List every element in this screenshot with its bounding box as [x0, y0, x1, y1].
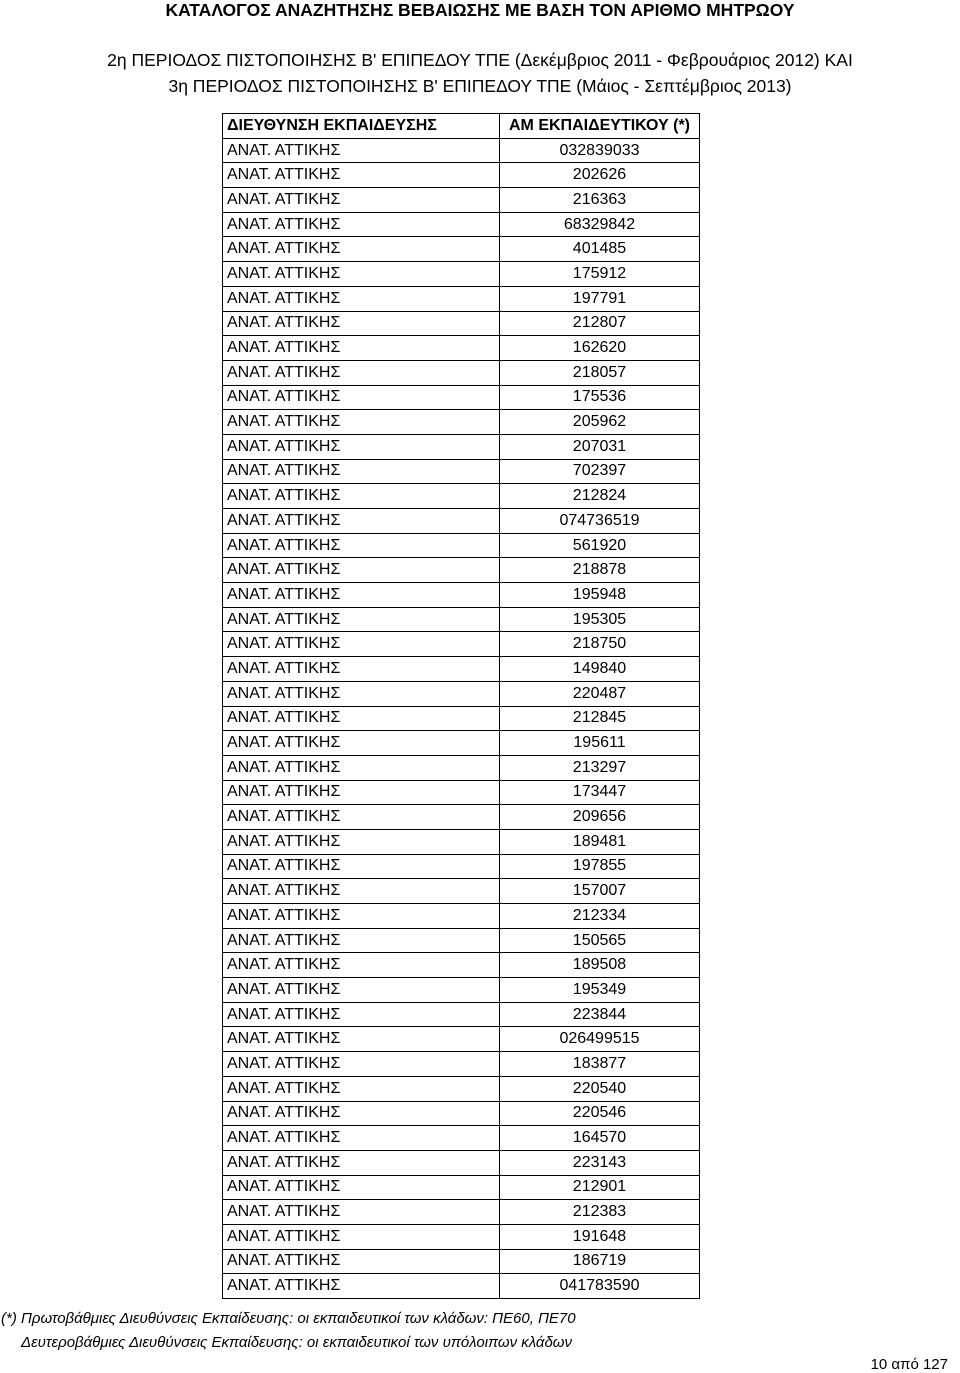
registry-number-cell: 209656: [500, 805, 700, 830]
table-row: [223, 286, 700, 311]
registry-number-cell: 220540: [500, 1076, 700, 1101]
registry-number-cell: 212824: [500, 484, 700, 509]
directorate-cell: ΑΝΑΤ. ΑΤΤΙΚΗΣ: [223, 385, 500, 410]
directorate-cell: ΑΝΑΤ. ΑΤΤΙΚΗΣ: [223, 360, 500, 385]
registry-number-cell: 189481: [500, 829, 700, 854]
table-row: [223, 755, 700, 780]
directorate-cell: ΑΝΑΤ. ΑΤΤΙΚΗΣ: [223, 434, 500, 459]
directorate-cell: ΑΝΑΤ. ΑΤΤΙΚΗΣ: [223, 1076, 500, 1101]
directorate-cell: ΑΝΑΤ. ΑΤΤΙΚΗΣ: [223, 928, 500, 953]
directorate-cell: ΑΝΑΤ. ΑΤΤΙΚΗΣ: [223, 1249, 500, 1274]
table-row: [223, 138, 700, 163]
table-body: [223, 138, 700, 1298]
directorate-cell: ΑΝΑΤ. ΑΤΤΙΚΗΣ: [223, 336, 500, 361]
registry-number-cell: 702397: [500, 459, 700, 484]
table-row: [223, 829, 700, 854]
directorate-cell: ΑΝΑΤ. ΑΤΤΙΚΗΣ: [223, 1052, 500, 1077]
table-row: [223, 1002, 700, 1027]
table-row: [223, 978, 700, 1003]
table-row: [223, 854, 700, 879]
directorate-cell: ΑΝΑΤ. ΑΤΤΙΚΗΣ: [223, 978, 500, 1003]
table-row: [223, 632, 700, 657]
registry-number-cell: 220487: [500, 681, 700, 706]
registry-number-cell: 041783590: [500, 1274, 700, 1299]
directorate-cell: ΑΝΑΤ. ΑΤΤΙΚΗΣ: [223, 1224, 500, 1249]
registry-number-cell: 212383: [500, 1200, 700, 1225]
directorate-cell: ΑΝΑΤ. ΑΤΤΙΚΗΣ: [223, 607, 500, 632]
registry-number-cell: 212334: [500, 904, 700, 929]
registry-number-cell: 213297: [500, 755, 700, 780]
table-row: [223, 1076, 700, 1101]
registry-number-cell: 191648: [500, 1224, 700, 1249]
table-row: [223, 657, 700, 682]
header-directorate: ΔΙΕΥΘΥΝΣΗ ΕΚΠΑΙΔΕΥΣΗΣ: [223, 114, 500, 139]
registry-number-cell: 212901: [500, 1175, 700, 1200]
table-row: [223, 262, 700, 287]
header-registry-number: ΑΜ ΕΚΠΑΙΔΕΥΤΙΚΟΥ (*): [500, 114, 700, 139]
directorate-cell: ΑΝΑΤ. ΑΤΤΙΚΗΣ: [223, 311, 500, 336]
registry-number-cell: 173447: [500, 780, 700, 805]
directorate-cell: ΑΝΑΤ. ΑΤΤΙΚΗΣ: [223, 854, 500, 879]
registry-number-cell: 218878: [500, 558, 700, 583]
registry-number-cell: 175536: [500, 385, 700, 410]
registry-number-cell: 189508: [500, 953, 700, 978]
table-row: [223, 434, 700, 459]
table-row: [223, 780, 700, 805]
table-row: [223, 410, 700, 435]
directorate-cell: ΑΝΑΤ. ΑΤΤΙΚΗΣ: [223, 681, 500, 706]
table-row: [223, 509, 700, 534]
directorate-cell: ΑΝΑΤ. ΑΤΤΙΚΗΣ: [223, 262, 500, 287]
registry-number-cell: 162620: [500, 336, 700, 361]
registry-number-cell: 157007: [500, 879, 700, 904]
registry-number-cell: 561920: [500, 533, 700, 558]
directorate-cell: ΑΝΑΤ. ΑΤΤΙΚΗΣ: [223, 805, 500, 830]
table-row: [223, 336, 700, 361]
registry-number-cell: 401485: [500, 237, 700, 262]
table-row: [223, 928, 700, 953]
table-row: [223, 1101, 700, 1126]
registry-number-cell: 202626: [500, 163, 700, 188]
registry-number-cell: 197855: [500, 854, 700, 879]
table-row: [223, 731, 700, 756]
registry-number-cell: 149840: [500, 657, 700, 682]
table-row: [223, 1126, 700, 1151]
directorate-cell: ΑΝΑΤ. ΑΤΤΙΚΗΣ: [223, 583, 500, 608]
table-row: [223, 558, 700, 583]
registry-number-cell: 195948: [500, 583, 700, 608]
directorate-cell: ΑΝΑΤ. ΑΤΤΙΚΗΣ: [223, 657, 500, 682]
directorate-cell: ΑΝΑΤ. ΑΤΤΙΚΗΣ: [223, 1150, 500, 1175]
registry-number-cell: 195349: [500, 978, 700, 1003]
directorate-cell: ΑΝΑΤ. ΑΤΤΙΚΗΣ: [223, 188, 500, 213]
directorate-cell: ΑΝΑΤ. ΑΤΤΙΚΗΣ: [223, 1175, 500, 1200]
registry-number-cell: 223844: [500, 1002, 700, 1027]
registry-number-cell: 074736519: [500, 509, 700, 534]
table-row: [223, 1175, 700, 1200]
directorate-cell: ΑΝΑΤ. ΑΤΤΙΚΗΣ: [223, 558, 500, 583]
table-row: [223, 459, 700, 484]
directorate-cell: ΑΝΑΤ. ΑΤΤΙΚΗΣ: [223, 410, 500, 435]
table-row: [223, 1249, 700, 1274]
table-row: [223, 904, 700, 929]
directorate-cell: ΑΝΑΤ. ΑΤΤΙΚΗΣ: [223, 533, 500, 558]
table-row: [223, 385, 700, 410]
directorate-cell: ΑΝΑΤ. ΑΤΤΙΚΗΣ: [223, 904, 500, 929]
directorate-cell: ΑΝΑΤ. ΑΤΤΙΚΗΣ: [223, 484, 500, 509]
page-number: 10 από 127: [870, 1356, 948, 1373]
certificate-table: [222, 113, 700, 1299]
directorate-cell: ΑΝΑΤ. ΑΤΤΙΚΗΣ: [223, 286, 500, 311]
registry-number-cell: 68329842: [500, 212, 700, 237]
registry-number-cell: 183877: [500, 1052, 700, 1077]
registry-number-cell: 216363: [500, 188, 700, 213]
subtitle-line-1: 2η ΠΕΡΙΟΔΟΣ ΠΙΣΤΟΠΟΙΗΣΗΣ Β' ΕΠΙΠΕΔΟΥ ΤΠΕ (Δεκέμβριος 2011 - Φεβρουάριος 2012) ΚΑΙ: [107, 50, 853, 70]
directorate-cell: ΑΝΑΤ. ΑΤΤΙΚΗΣ: [223, 1126, 500, 1151]
table-row: [223, 188, 700, 213]
table-row: [223, 484, 700, 509]
subtitle-line-2: 3η ΠΕΡΙΟΔΟΣ ΠΙΣΤΟΠΟΙΗΣΗΣ Β' ΕΠΙΠΕΔΟΥ ΤΠΕ (Μάιος - Σεπτέμβριος 2013): [168, 76, 792, 96]
directorate-cell: ΑΝΑΤ. ΑΤΤΙΚΗΣ: [223, 953, 500, 978]
table-row: [223, 360, 700, 385]
footnote-secondary: Δευτεροβάθμιες Διευθύνσεις Εκπαίδευσης: οι εκπαιδευτικοί των υπόλοιπων κλάδων: [21, 1334, 572, 1351]
registry-number-cell: 207031: [500, 434, 700, 459]
directorate-cell: ΑΝΑΤ. ΑΤΤΙΚΗΣ: [223, 780, 500, 805]
directorate-cell: ΑΝΑΤ. ΑΤΤΙΚΗΣ: [223, 509, 500, 534]
page-title: ΚΑΤΑΛΟΓΟΣ ΑΝΑΖΗΤΗΣΗΣ ΒΕΒΑΙΩΣΗΣ ΜΕ ΒΑΣΗ ΤΟΝ ΑΡΙΘΜΟ ΜΗΤΡΩΟΥ: [165, 0, 795, 20]
registry-number-cell: 220546: [500, 1101, 700, 1126]
registry-number-cell: 205962: [500, 410, 700, 435]
table-row: [223, 681, 700, 706]
table-row: [223, 1274, 700, 1299]
footnote-primary: (*) Πρωτοβάθμιες Διευθύνσεις Εκπαίδευσης: οι εκπαιδευτικοί των κλάδων: ΠΕ60, ΠΕ70: [1, 1310, 576, 1327]
registry-number-cell: 150565: [500, 928, 700, 953]
directorate-cell: ΑΝΑΤ. ΑΤΤΙΚΗΣ: [223, 879, 500, 904]
table-row: [223, 706, 700, 731]
table-header-row: [223, 114, 700, 139]
table-row: [223, 533, 700, 558]
registry-number-cell: 197791: [500, 286, 700, 311]
directorate-cell: ΑΝΑΤ. ΑΤΤΙΚΗΣ: [223, 829, 500, 854]
registry-number-cell: 218057: [500, 360, 700, 385]
table-row: [223, 607, 700, 632]
directorate-cell: ΑΝΑΤ. ΑΤΤΙΚΗΣ: [223, 138, 500, 163]
directorate-cell: ΑΝΑΤ. ΑΤΤΙΚΗΣ: [223, 632, 500, 657]
directorate-cell: ΑΝΑΤ. ΑΤΤΙΚΗΣ: [223, 706, 500, 731]
directorate-cell: ΑΝΑΤ. ΑΤΤΙΚΗΣ: [223, 1274, 500, 1299]
table-row: [223, 953, 700, 978]
table-row: [223, 311, 700, 336]
registry-number-cell: 175912: [500, 262, 700, 287]
table-row: [223, 805, 700, 830]
table-row: [223, 1200, 700, 1225]
table-row: [223, 237, 700, 262]
registry-number-cell: 223143: [500, 1150, 700, 1175]
registry-number-cell: 195305: [500, 607, 700, 632]
directorate-cell: ΑΝΑΤ. ΑΤΤΙΚΗΣ: [223, 1101, 500, 1126]
directorate-cell: ΑΝΑΤ. ΑΤΤΙΚΗΣ: [223, 212, 500, 237]
table-row: [223, 1224, 700, 1249]
registry-number-cell: 195611: [500, 731, 700, 756]
directorate-cell: ΑΝΑΤ. ΑΤΤΙΚΗΣ: [223, 163, 500, 188]
directorate-cell: ΑΝΑΤ. ΑΤΤΙΚΗΣ: [223, 1200, 500, 1225]
table-row: [223, 1052, 700, 1077]
registry-number-cell: 212807: [500, 311, 700, 336]
registry-number-cell: 218750: [500, 632, 700, 657]
registry-number-cell: 186719: [500, 1249, 700, 1274]
table-row: [223, 583, 700, 608]
directorate-cell: ΑΝΑΤ. ΑΤΤΙΚΗΣ: [223, 731, 500, 756]
registry-number-cell: 212845: [500, 706, 700, 731]
directorate-cell: ΑΝΑΤ. ΑΤΤΙΚΗΣ: [223, 1027, 500, 1052]
directorate-cell: ΑΝΑΤ. ΑΤΤΙΚΗΣ: [223, 755, 500, 780]
table-row: [223, 212, 700, 237]
table-row: [223, 1027, 700, 1052]
directorate-cell: ΑΝΑΤ. ΑΤΤΙΚΗΣ: [223, 1002, 500, 1027]
table-row: [223, 879, 700, 904]
table-row: [223, 1150, 700, 1175]
directorate-cell: ΑΝΑΤ. ΑΤΤΙΚΗΣ: [223, 459, 500, 484]
directorate-cell: ΑΝΑΤ. ΑΤΤΙΚΗΣ: [223, 237, 500, 262]
registry-number-cell: 026499515: [500, 1027, 700, 1052]
table-row: [223, 163, 700, 188]
registry-number-cell: 032839033: [500, 138, 700, 163]
registry-number-cell: 164570: [500, 1126, 700, 1151]
